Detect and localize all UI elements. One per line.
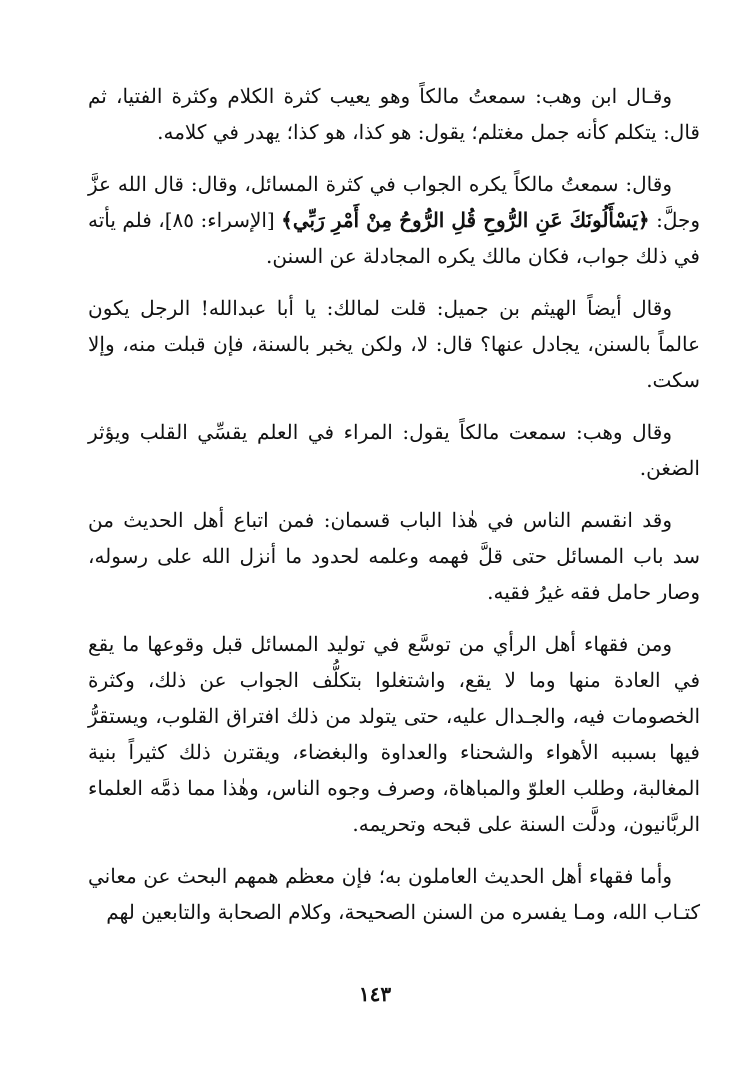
quran-verse: ﴿يَسْأَلُونَكَ عَنِ الرُّوحِ قُلِ الرُّوحُ مِنْ أَمْرِ رَبِّي﴾ xyxy=(281,208,650,232)
paragraph-fuqaha-hadith: وأما فقهاء أهل الحديث العاملون به؛ فإن معظم همهم البحث عن معاني كتـاب الله، ومـا يفسره من السنن الصحيحة، وكلام الصحابة والتابعين لهم xyxy=(88,864,700,924)
paragraph-wahb: وقال وهب: سمعت مالكاً يقول: المراء في العلم يقسِّي القلب ويؤثر الضغن. xyxy=(88,420,700,480)
paragraph-haytham: وقال أيضاً الهيثم بن جميل: قلت لمالك: يا أبا عبدالله! الرجل يكون عالماً بالسنن، يجادل عنها؟ قال: لا، ولكن يخبر بالسنة، فإن قبلت منه، وإلا سكت. xyxy=(88,296,700,392)
paragraph-quran-quote xyxy=(88,166,700,274)
paragraph-ibn-wahb: وقـال ابن وهب: سمعتُ مالكاً وهو يعيب كثرة الكلام وكثرة الفتيا، ثم قال: يتكلم كأنه جمل مغتلم؛ يقول: هو كذا، هو كذا؛ يهدر في كلامه. xyxy=(88,84,700,144)
paragraph-text-after: [الإسراء: ٨٥]، فلم يأته في ذلك جواب، فكان مالك يكره المجادلة عن السنن. xyxy=(88,208,700,268)
page-number: ١٤٣ xyxy=(358,982,392,1006)
paragraph-fuqaha-ray: ومن فقهاء أهل الرأي من توسَّع في توليد المسائل قبل وقوعها ما يقع في العادة منها وما لا يقع، واشتغلوا بتكلُّف الجواب عن ذلك، وكثرة الخصومات فيه، والجـدال عليه، حتى يتولد من ذلك افتراق القلوب، ويستقرُّ فيها بسببه الأهواء والشحناء والعداوة والبغضاء، ويقترن ذلك كثيراً بنية المغالبة، وطلب العلوّ والمباهاة، وصرف وجوه الناس، وهٰذا مما ذمَّه العلماء الربَّانيون، ودلَّت السنة على قبحه وتحريمه. xyxy=(88,632,700,836)
paragraph-division: وقد انقسم الناس في هٰذا الباب قسمان: فمن اتباع أهل الحديث من سد باب المسائل حتى قلَّ فهمه وعلمه لحدود ما أنزل الله على رسوله، وصار حامل فقه غيرُ فقيه. xyxy=(88,508,700,604)
paragraph-text-before: وقال: سمعتُ مالكاً يكره الجواب في كثرة المسائل، وقال: قال الله عزَّ وجلَّ: xyxy=(88,172,700,232)
page-body xyxy=(88,78,700,930)
